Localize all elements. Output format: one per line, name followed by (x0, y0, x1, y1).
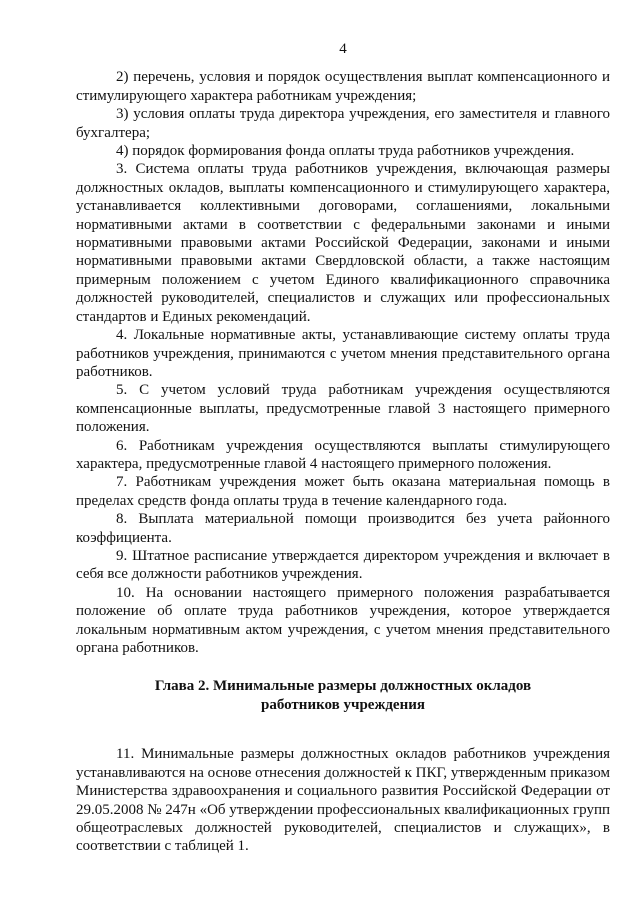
page-number: 4 (339, 41, 347, 57)
paragraph-4-list-item: 4) порядок формирования фонда оплаты труда работников учреждения. (116, 143, 575, 160)
paragraph-3-list-item: 3) условия оплаты труда директора учреждения, его заместителя и главного бухгалтера; (76, 106, 610, 141)
clause-11: 11. Минимальные размеры должностных окладов работников учреждения устанавливаются на основе отнесения должностей к ПКГ, утвержденным приказом Министерства здравоохранения и социального развития Российской Федерации от 29.05.2008 № 247н «Об утверждении профессиональных квалификационных групп общеотраслевых должностей руководителей, специалистов и служащих», в соответствии с таблицей 1. (76, 746, 611, 855)
paragraph-2-list-item: 2) перечень, условия и порядок осуществления выплат компенсационного и стимулирующего характера работникам учреждения; (76, 69, 610, 104)
clause-6: 6. Работникам учреждения осуществляются выплаты стимулирующего характера, предусмотренные главой 4 настоящего примерного положения. (76, 437, 610, 472)
spacer (76, 657, 610, 677)
clause-10: 10. На основании настоящего примерного положения разрабатывается положение об оплате труда работников учреждения, которое утверждается локальным нормативным актом учреждения, с учетом мнения представительного органа работников. (76, 584, 610, 656)
clause-4: 4. Локальные нормативные акты, устанавливающие систему оплаты труда работников учреждения, принимаются с учетом мнения представительного органа работников. (76, 327, 610, 380)
spacer (76, 715, 610, 745)
clause-8: 8. Выплата материальной помощи производится без учета районного коэффициента. (76, 511, 610, 546)
clause-7: 7. Работникам учреждения может быть оказана материальная помощь в пределах средств фонда оплаты труда в течение календарного года. (76, 474, 610, 509)
chapter-title-line-1: Глава 2. Минимальные размеры должностных окладов (154, 678, 532, 695)
chapter-title-line-2: работников учреждения (260, 697, 425, 714)
clause-3: 3. Система оплаты труда работников учреждения, включающая размеры должностных окладов, выплаты компенсационного и стимулирующего характера, устанавливается коллективными договорами, соглашениями, локальными нормативными актами в соответствии с федеральными законами и иными нормативными правовыми актами Российской Федерации, законами и иными нормативными правовыми актами Свердловской области, а также настоящим примерным положением с учетом Единого квалификационного справочника должностей руководителей, специалистов и служащих или профессиональных стандартов и Единых рекомендаций. (76, 161, 610, 325)
clause-9: 9. Штатное расписание утверждается директором учреждения и включает в себя все должности работников учреждения. (76, 547, 610, 583)
clause-5: 5. С учетом условий труда работникам учреждения осуществляются компенсационные выплаты, предусмотренные главой 3 настоящего примерного положения. (76, 382, 610, 436)
